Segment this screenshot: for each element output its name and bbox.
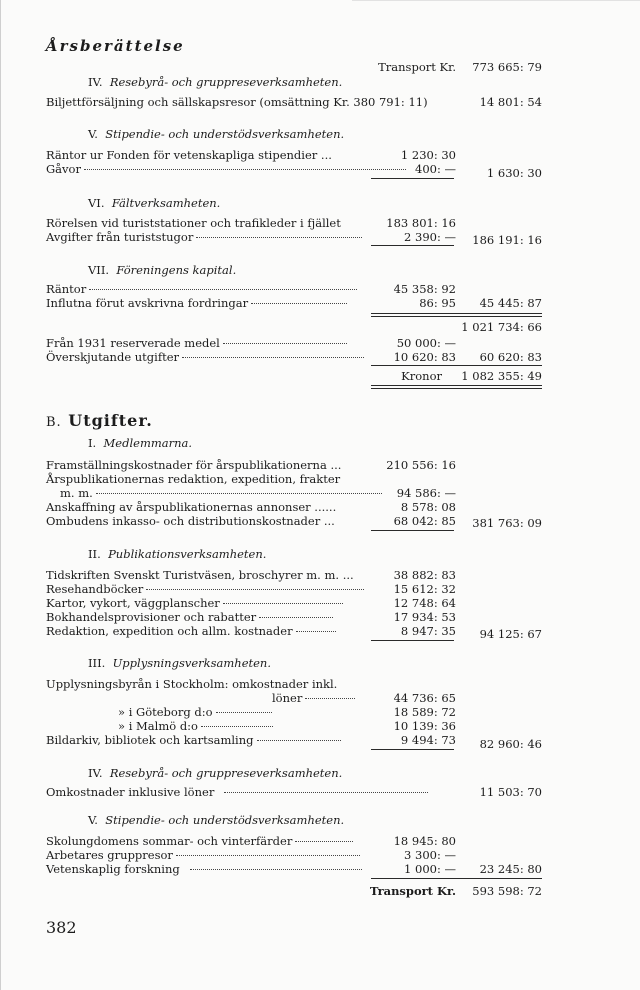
ledger-row [46,691,542,706]
section-number: V. [88,127,98,141]
row-label: Räntor ur Fonden för vetenskapliga stipendier ... [46,148,332,162]
row-amount: 10 139: 36 [393,719,456,733]
ledger-row [46,216,542,231]
ledger-row-total [46,516,542,531]
section-heading-a-iv [88,75,342,89]
kronor-value: 1 082 355: 49 [461,369,542,383]
row-label: Från 1931 reserverade medel [46,336,347,350]
row-total: 14 801: 54 [479,95,542,109]
ledger-row [46,834,542,849]
running-head: Årsberättelse [46,37,185,55]
row-amount: 15 612: 32 [393,582,456,596]
part-title: Utgifter. [68,411,153,430]
row-label: Ombudens inkasso- och distributionskostnader ... [46,514,335,528]
ledger-row [46,296,542,311]
row-label: Skolungdomens sommar- och vinterfärder [46,834,353,848]
row-amount: 18 945: 80 [393,834,456,848]
row-label: Gåvor [46,162,406,176]
section-title: Upplysningsverksamheten. [112,656,271,670]
section-number: V. [88,813,98,827]
ledger-row [46,582,542,597]
row-label: Avgifter från turiststugor [46,230,362,244]
ledger-row [46,350,542,365]
row-label: Överskjutande utgifter [46,350,364,364]
ledger-row [46,862,542,877]
row-total: 82 960: 46 [479,737,542,751]
row-amount: 50 000: — [396,336,456,350]
section-heading-b-iii [88,656,271,670]
row-amount: 18 589: 72 [393,705,456,719]
subtotal-value: 1 021 734: 66 [461,320,542,334]
row-total: 60 620: 83 [479,350,542,364]
section-number: VII. [88,263,110,277]
row-label: löner [272,691,355,705]
row-label: Arbetares gruppresor [46,848,360,862]
ledger-row [46,848,542,863]
row-total: 11 503: 70 [479,785,542,799]
rule [371,365,542,366]
rule [371,316,542,317]
page-edge-top [352,0,640,1]
ledger-row-total [46,737,542,752]
transport-row-top [46,60,542,75]
row-total: 45 445: 87 [479,296,542,310]
section-title: Fältverksamheten. [111,196,221,210]
subtotal-row [46,320,542,335]
row-total: 94 125: 67 [479,627,542,641]
section-title: Föreningens kapital. [116,263,237,277]
section-title: Resebyrå- och gruppreseverksamheten. [109,766,343,780]
section-heading-b-iv [88,766,342,780]
ledger-row [46,596,542,611]
section-title: Resebyrå- och gruppreseverksamheten. [109,75,343,89]
rule [371,385,542,386]
ledger-row [46,705,542,720]
row-label: Influtna förut avskrivna fordringar [46,296,347,310]
row-amount: 8 578: 08 [400,500,456,514]
ledger-row [46,568,542,583]
rule [371,313,542,314]
row-amount: 9 494: 73 [400,733,456,747]
row-amount: 400: — [415,162,456,176]
row-total: 23 245: 80 [479,862,542,876]
row-amount: 38 882: 83 [393,568,456,582]
row-amount: 1 000: — [404,862,456,876]
row-amount: 1 230: 30 [400,148,456,162]
page-number: 382 [46,918,77,937]
ledger-row-total [46,166,542,181]
row-label: Bokhandelsprovisioner och rabatter [46,610,333,624]
rule [371,388,542,389]
row-amount: 44 736: 65 [393,691,456,705]
row-label: m. m. [60,486,382,500]
row-label: Resehandböcker [46,582,364,596]
row-amount: 17 934: 53 [393,610,456,624]
section-heading-b-i [88,436,192,450]
row-amount: 8 947: 35 [400,624,456,638]
section-heading-b-ii [88,547,266,561]
ledger-row [46,486,542,501]
row-label: Framställningskostnader för årspublikationerna ... [46,458,342,472]
row-label: Bildarkiv, bibliotek och kartsamling [46,733,341,747]
section-number: III. [88,656,106,670]
transport-row-bottom [46,884,542,899]
row-amount: 2 390: — [404,230,456,244]
row-label: Årspublikationernas redaktion, expedition, frakter [46,472,341,486]
row-amount: 10 620: 83 [393,350,456,364]
row-amount: 68 042: 85 [393,514,456,528]
ledger-row-total [46,627,542,642]
kronor-label: Kronor [401,369,442,383]
page-edge-left [0,0,1,990]
row-label: Rörelsen vid turiststationer och trafikleder i fjället [46,216,341,230]
section-title: Stipendie- och understödsverksamheten. [105,127,345,141]
section-title: Stipendie- och understödsverksamheten. [105,813,345,827]
ledger-row [46,785,542,800]
ledger-row-total [46,233,542,248]
transport-label: Transport Kr. [369,884,456,898]
row-amount: 12 748: 64 [393,596,456,610]
ledger-row [46,336,542,351]
ledger-row [46,148,542,163]
section-number: VI. [88,196,105,210]
row-label: Vetenskaplig forskning [46,862,362,876]
row-amount: 45 358: 92 [393,282,456,296]
section-heading-a-vi [88,196,220,210]
row-total: 1 630: 30 [486,166,542,180]
ledger-row [46,95,542,110]
row-label: Kartor, vykort, väggplanscher [46,596,343,610]
row-label: Upplysningsbyrån i Stockholm: omkostnader inkl. [46,677,338,691]
section-title: Publikationsverksamheten. [108,547,267,561]
row-amount: 3 300: — [404,848,456,862]
section-heading-a-v [88,127,344,141]
ledger-row [46,677,542,692]
section-number: I. [88,436,97,450]
ledger-row [46,472,542,487]
row-total: 381 763: 09 [472,516,542,530]
row-amount: 86: 95 [419,296,456,310]
transport-value: 773 665: 79 [472,60,542,74]
ledger-row [46,282,542,297]
kronor-row [46,369,542,384]
ledger-row [46,719,542,734]
ledger-row [46,458,542,473]
row-amount: 210 556: 16 [386,458,456,472]
section-number: II. [88,547,101,561]
row-amount: 94 586: — [396,486,456,500]
section-number: IV. [88,75,103,89]
row-label: » i Malmö d:o [118,719,273,733]
row-label: Tidskriften Svenskt Turistväsen, broschyrer m. m. ... [46,568,354,582]
rule [371,878,542,879]
row-label: » i Göteborg d:o [118,705,272,719]
transport-value: 593 598: 72 [472,884,542,898]
row-label: Biljettförsäljning och sällskapsresor (omsättning Kr. 380 791: 11) [46,95,428,109]
row-label: Anskaffning av årspublikationernas annonser ...... [46,500,337,514]
section-title: Medlemmarna. [103,436,193,450]
transport-label: Transport Kr. [378,60,456,74]
row-label: Omkostnader inklusive löner [46,785,428,799]
row-label: Redaktion, expedition och allm. kostnader [46,624,336,638]
section-number: IV. [88,766,103,780]
row-total: 186 191: 16 [472,233,542,247]
part-heading [46,411,153,430]
row-label: Räntor [46,282,357,296]
section-heading-a-vii [88,263,236,277]
ledger-row [46,500,542,515]
ledger-row [46,610,542,625]
part-letter: B. [46,415,62,430]
section-heading-b-v [88,813,344,827]
row-amount: 183 801: 16 [386,216,456,230]
